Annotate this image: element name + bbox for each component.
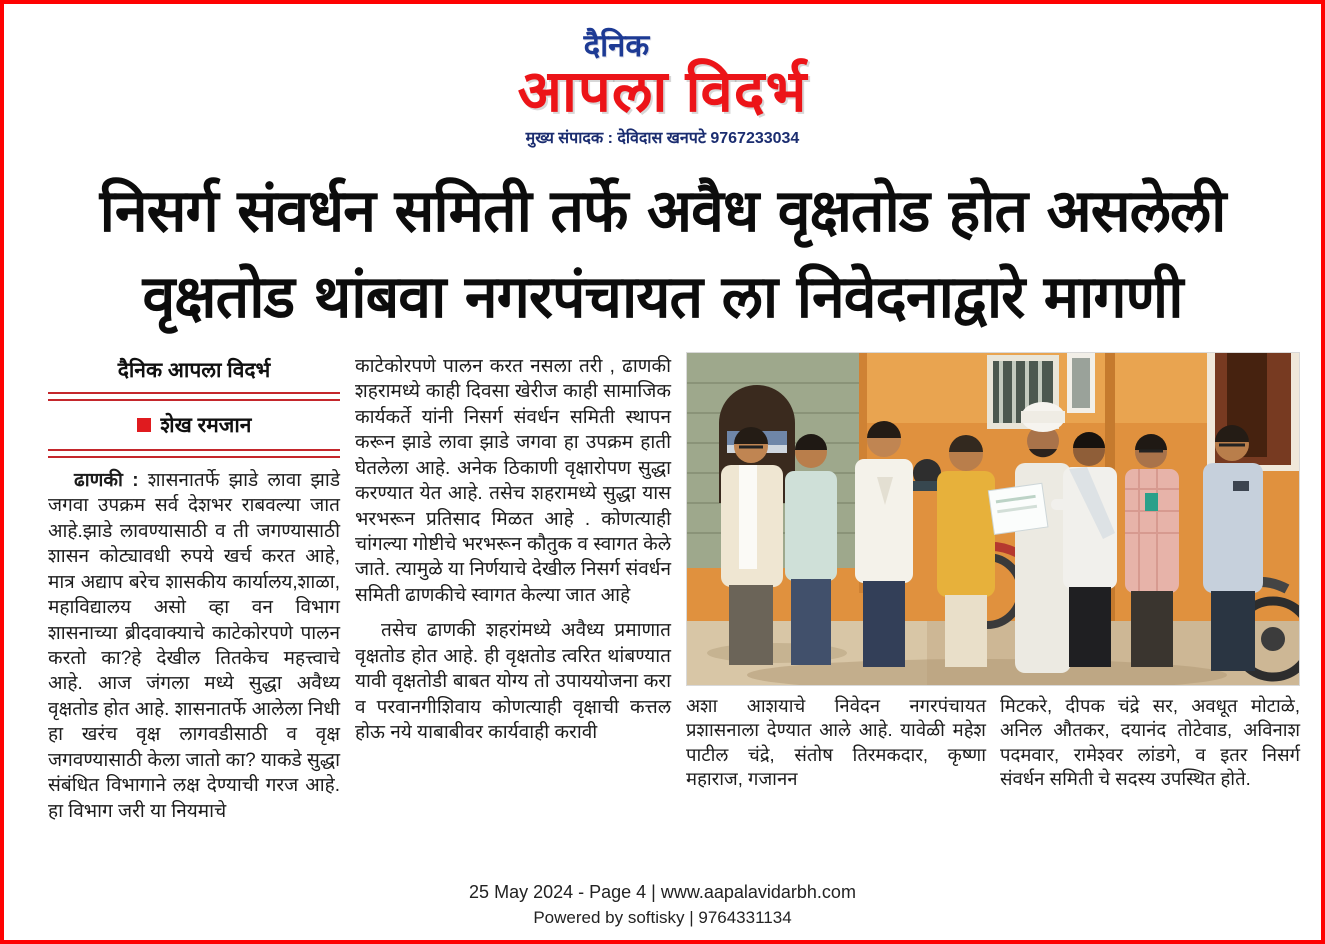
article-headline — [14, 168, 1311, 340]
article-paragraph-col2-1: काटेकोरपणे पालन करत नसला तरी , ढाणकी शहरामध्ये काही दिवसा खेरीज काही सामाजिक कार्यकर्ते यांनी निसर्ग संवर्धन समिती स्थापन करून झाडे लावा झाडे जगवा हा उपक्रम हाती घेतलेला आहे. अनेक ठिकाणी वृक्षारोपण सुद्धा करण्यात येत आहे. तसेच शहरामध्ये सुद्धा यास भरभरून प्रतिसाद मिळत आहे . कोणत्याही चांगल्या गोष्टीचे भरभरून कौतुक व स्वागत केले जाते. त्यामुळे या निर्णयाचे देखील निसर्ग संवर्धन समिती ढाणकीचे स्वागत केल्या जात आहे — [355, 355, 671, 606]
page-footer — [4, 882, 1321, 928]
reporter-byline — [48, 401, 340, 449]
article-body — [4, 346, 1321, 824]
red-divider-rule — [48, 449, 340, 458]
headline-line-2: वृक्षतोड थांबवा नगरपंचायत ला निवेदनाद्वारे मागणी — [142, 261, 1183, 331]
footer-date-page-website: 25 May 2024 - Page 4 | www.aapalavidarbh.com — [469, 882, 856, 902]
memorandum-document — [988, 483, 1048, 534]
newspaper-logo — [517, 28, 808, 124]
column-3 — [686, 352, 1300, 824]
article-text-col1: शासनातर्फे झाडे लावा झाडे जगवा उपक्रम सर्व देशभर राबवल्या जात आहे.झाडे लावण्यासाठी व ती जगण्यासाठी शासन कोट्यावधी रुपये खर्च करत आहे, मात्र अद्याप बरेच शासकीय कार्यालय,शाळा, महाविद्यालय असो व्हा वन विभाग शासनाच्या ब्रीदवाक्याचे काटेकोरपणे पालन करतो का?हे देखील तितकेच महत्त्वाचे आहे. आज जंगला मध्ये सुद्धा अवैध्य वृक्षतोड होत आहे. शासनातर्फे आलेला निधी हा खरंच वृक्ष लागवडीसाठी व वृक्ष जगवण्यासाठी केला जातो का? याकडे सुद्धा संबंधित विभागाने लक्ष देण्याची गरज आहे. हा विभाग जरी या नियमाचे — [48, 469, 340, 822]
masthead — [4, 4, 1321, 148]
article-paragraph-col1 — [48, 468, 340, 824]
reporter-name: शेख रमजान — [160, 413, 252, 437]
column-2 — [355, 352, 671, 824]
article-photo-group-handing-memorandum — [686, 352, 1300, 686]
red-divider-rule — [48, 392, 340, 401]
column-1 — [48, 352, 340, 824]
white-window — [1067, 353, 1095, 413]
headline-line-1: निसर्ग संवर्धन समिती तर्फे अवैध वृक्षतोड होत असलेली — [99, 175, 1226, 245]
dateline: ढाणकी : — [74, 469, 148, 491]
footer-powered-by: Powered by softisky | 9764331134 — [533, 908, 792, 927]
caption-col2: मिटकरे, दीपक चंद्रे सर, अवधूत मोटाळे, अनिल औतकर, दयानंद तोटेवाड, अविनाश पदमवार, रामेश्वर लांडगे, व इतर निसर्ग संवर्धन समिती चे सदस्य उपस्थित होते. — [1000, 694, 1300, 790]
article-paragraph-col2-2: तसेच ढाणकी शहरांमध्ये अवैध्य प्रमाणात वृक्षतोड होत आहे. ही वृक्षतोड त्वरित थांबण्यात यावी वृक्षतोडी बाबत योग्य तो उपाययोजना करा व परवानगीशिवाय कोणत्याही वृक्षाची कत्तल होऊ नये याबाबीवर कार्यवाही करावी — [355, 620, 671, 744]
editor-tagline: मुख्य संपादक : देविदास खनपटे 9767233034 — [525, 129, 800, 147]
photo-caption — [686, 694, 1300, 792]
byline-paper-name: दैनिक आपला विदर्भ — [117, 358, 271, 382]
logo-top-word: दैनिक — [583, 28, 650, 63]
logo-title: आपला विदर्भ — [517, 58, 808, 124]
caption-col1: अशा आशयाचे निवेदन नगरपंचायत प्रशासनाला देण्यात आले आहे. यावेळी महेश पाटील चंद्रे, संतोष तिरमकदार, कृष्णा महाराज, गजानन — [686, 694, 986, 790]
red-square-bullet-icon — [137, 418, 151, 432]
ground — [687, 621, 1299, 686]
